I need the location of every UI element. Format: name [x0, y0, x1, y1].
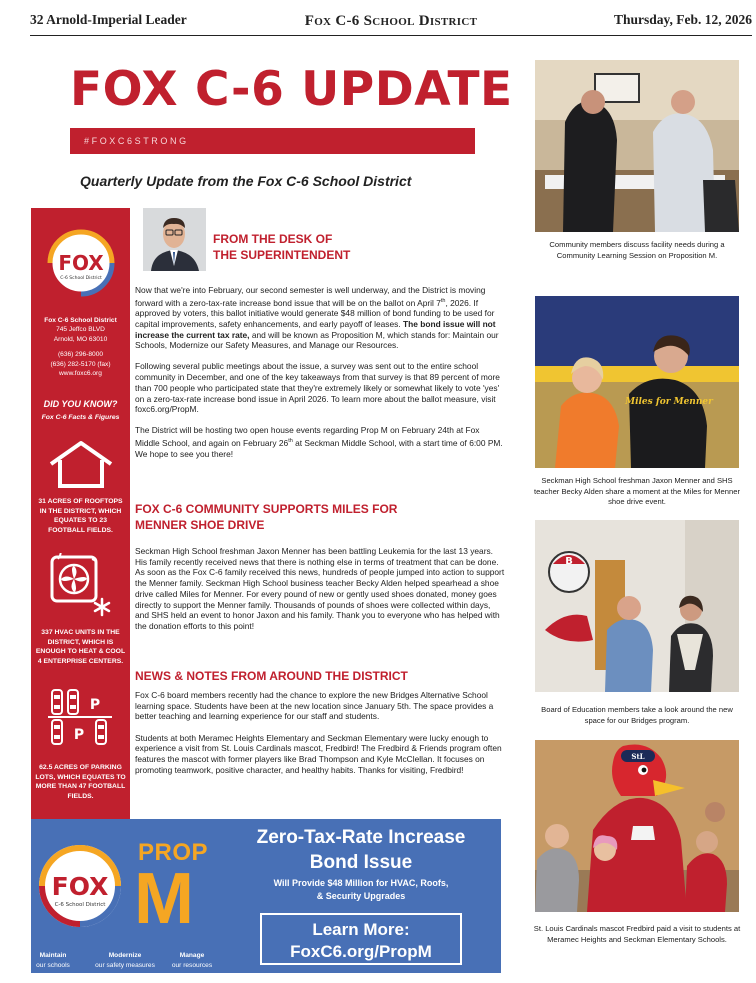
- contact-phone: (636) 296-8000: [57, 351, 104, 359]
- miles-body: [135, 546, 505, 642]
- photo-bridges-board: [535, 520, 739, 692]
- paragraph: Fox C-6 board members recently had the chance to explore the new Bridges Alternative School learning space. Students have been at the new location since January 5th. The space provides a better teaching and learning experience for our staff and students.: [135, 690, 494, 722]
- photo-miles-for-menner: [535, 296, 739, 468]
- facts-sidebar: [31, 208, 130, 820]
- house-icon: [31, 440, 130, 488]
- banner-headline: Zero-Tax-Rate Increase Bond Issue: [256, 827, 466, 873]
- facts-label: Fox C-6 Facts & Figures: [41, 414, 120, 421]
- caption-bridges-board: Board of Education members take a look around the new space for our Bridges program.: [541, 705, 733, 725]
- parking-letter: P: [73, 727, 84, 743]
- miles-heading: [135, 501, 465, 533]
- issue-date: Thursday, Feb. 12, 2026: [613, 12, 752, 27]
- fact-rooftops: 31 ACRES OF ROOFTOPS IN THE DISTRICT, WHICH EQUATES TO 23 FOOTBALL FIELDS.: [38, 498, 123, 534]
- news-heading: NEWS & NOTES FROM AROUND THE DISTRICT: [135, 669, 408, 683]
- banner-word-modernize: Modernize our safety measures: [95, 952, 155, 969]
- photo-community-session: [535, 60, 739, 232]
- contact-name: Fox C-6 School District: [44, 317, 117, 324]
- section-title: Fox C-6 School District: [304, 13, 478, 29]
- page-title: FOX C-6 UPDATE: [70, 62, 513, 117]
- fox-logo: [46, 228, 116, 298]
- logo-text: FOX: [51, 872, 109, 901]
- heading-line: THE SUPERINTENDENT: [213, 248, 351, 262]
- logo-subtext: C-6 School District: [60, 276, 102, 281]
- contact-web: www.foxc6.org: [59, 370, 102, 378]
- paragraph: Following several public meetings about the issue, a survey was sent out to the entire school community in December, and one of the key takeaways from that survey is that 89 percent of more than 700 people who participated state that they're extremely likely or somewhat likely to vote 'yes' on a zero-tax-rate increase bond issue in April 2026. To learn more about the ballot measure, visit foxc6.org/PropM.: [135, 361, 500, 415]
- cap-letter: StL: [631, 752, 645, 761]
- banner-subheadline: Will Provide $48 Million for HVAC, Roofs, & Security Upgrades: [273, 878, 449, 901]
- caption-fredbird: St. Louis Cardinals mascot Fredbird paid a visit to students at Meramec Heights and Seckman Elementary Schools.: [533, 924, 741, 944]
- prop-letter: M: [134, 859, 194, 939]
- banner-word-maintain: Maintain our schools: [36, 952, 70, 969]
- page-number-paper: 32 Arnold-Imperial Leader: [30, 12, 187, 27]
- fox-logo: [37, 843, 123, 929]
- parking-icon: [31, 688, 130, 748]
- superintendent-photo: [143, 208, 206, 271]
- heading-line: FROM THE DESK OF: [213, 232, 333, 246]
- paragraph: Students at both Meramec Heights Elementary and Seckman Elementary were lucky enough to experience a visit from St. Louis Cardinals mascot, Fredbird! The Fredbird & Friends program often features the mascot with former players like Brad Thompson and Kyle McClellan. It focuses on promoting teamwork, positive character, and healthy habits. Thanks for visiting, Fredbird!: [135, 732, 502, 775]
- news-body: [135, 690, 505, 786]
- masthead: [30, 12, 752, 36]
- heading-line: MENNER SHOE DRIVE: [135, 518, 265, 532]
- fact-hvac: 337 HVAC UNITS IN THE DISTRICT, WHICH IS ENOUGH TO HEAT & COOL 4 ENTERPRISE CENTERS.: [35, 629, 126, 665]
- caption-community-session: Community members discuss facility needs during a Community Learning Session on Proposition M.: [549, 240, 725, 260]
- shirt-text: Miles for Menner: [625, 397, 713, 407]
- paragraph: Now that we're into February, our second semester is well underway, and the District is moving forward with a zero-tax-rate increase bond issue that will be on the ballot on April 7th, 2026. If approved by voters, this ballot initiative would generate $48 million of bond funding to be used for capital improvements, safety enhancements, and early payoff of leases. The bond issue will not increase the current tax rate, and will be known as Proposition M, which stands for: Maintain our Schools, Modernize our Safety Measures, and Manage our Resources.: [135, 285, 499, 351]
- paragraph: The District will be hosting two open house events regarding Prop M on February 24th at Fox Middle School, and again on February 26th at Seckman Middle School, with a start time of 6:00 PM. We hope to see you there!: [135, 425, 503, 459]
- contact-block: [31, 316, 130, 378]
- contact-address1: 745 Jeffco BLVD: [56, 326, 105, 334]
- paragraph: Seckman High School freshman Jaxon Menner has been battling Leukemia for the last 13 years. His family recently received news that there is nothing else in terms of treatment that can be done. As soon as the Fox C-6 family received this news, hundreds of people jumped into action to support the Menner family. Seckman High School business teacher Becky Alden helped spearhead a shoe drive called Miles for Menner. For every pound of new or gently used shoes donated, money goes directly to support the Menner family. Thousands of pounds of shoes were collected within days, and SHS held an event to honor Jaxon and his family. Thank you to everyone who has helped with the donation efforts to this point!: [135, 546, 505, 631]
- superintendent-body: [135, 285, 505, 470]
- did-you-know: DID YOU KNOW?: [43, 399, 118, 409]
- contact-fax: (636) 282-5170 (fax): [50, 360, 111, 368]
- learn-more-link[interactable]: Learn More: FoxC6.org/PropM: [260, 913, 462, 965]
- caption-miles-for-menner: Seckman High School freshman Jaxon Menner and SHS teacher Becky Alden share a moment at the Miles for Menner shoe drive event.: [534, 476, 740, 507]
- fact-parking: 62.5 ACRES OF PARKING LOTS, WHICH EQUATES TO MORE THAN 47 FOOTBALL FIELDS.: [35, 764, 126, 800]
- banner-word-manage: Manage our resources: [171, 952, 213, 969]
- parking-letter: P: [89, 697, 100, 713]
- hvac-icon: [31, 553, 130, 619]
- logo-text: FOX: [58, 251, 104, 275]
- subtitle: Quarterly Update from the Fox C-6 School District: [80, 173, 412, 189]
- photo-fredbird: [535, 740, 739, 912]
- hashtag-bar: #FOXC6STRONG: [70, 128, 475, 154]
- contact-address2: Arnold, MO 63010: [53, 335, 108, 343]
- prop-m-banner: [31, 819, 501, 973]
- prop-label: PROP: [138, 839, 209, 866]
- logo-subtext: C-6 School District: [54, 902, 106, 908]
- heading-line: FOX C-6 COMMUNITY SUPPORTS MILES FOR: [135, 502, 398, 516]
- cap-letter: B: [565, 556, 573, 567]
- superintendent-heading: [213, 231, 393, 263]
